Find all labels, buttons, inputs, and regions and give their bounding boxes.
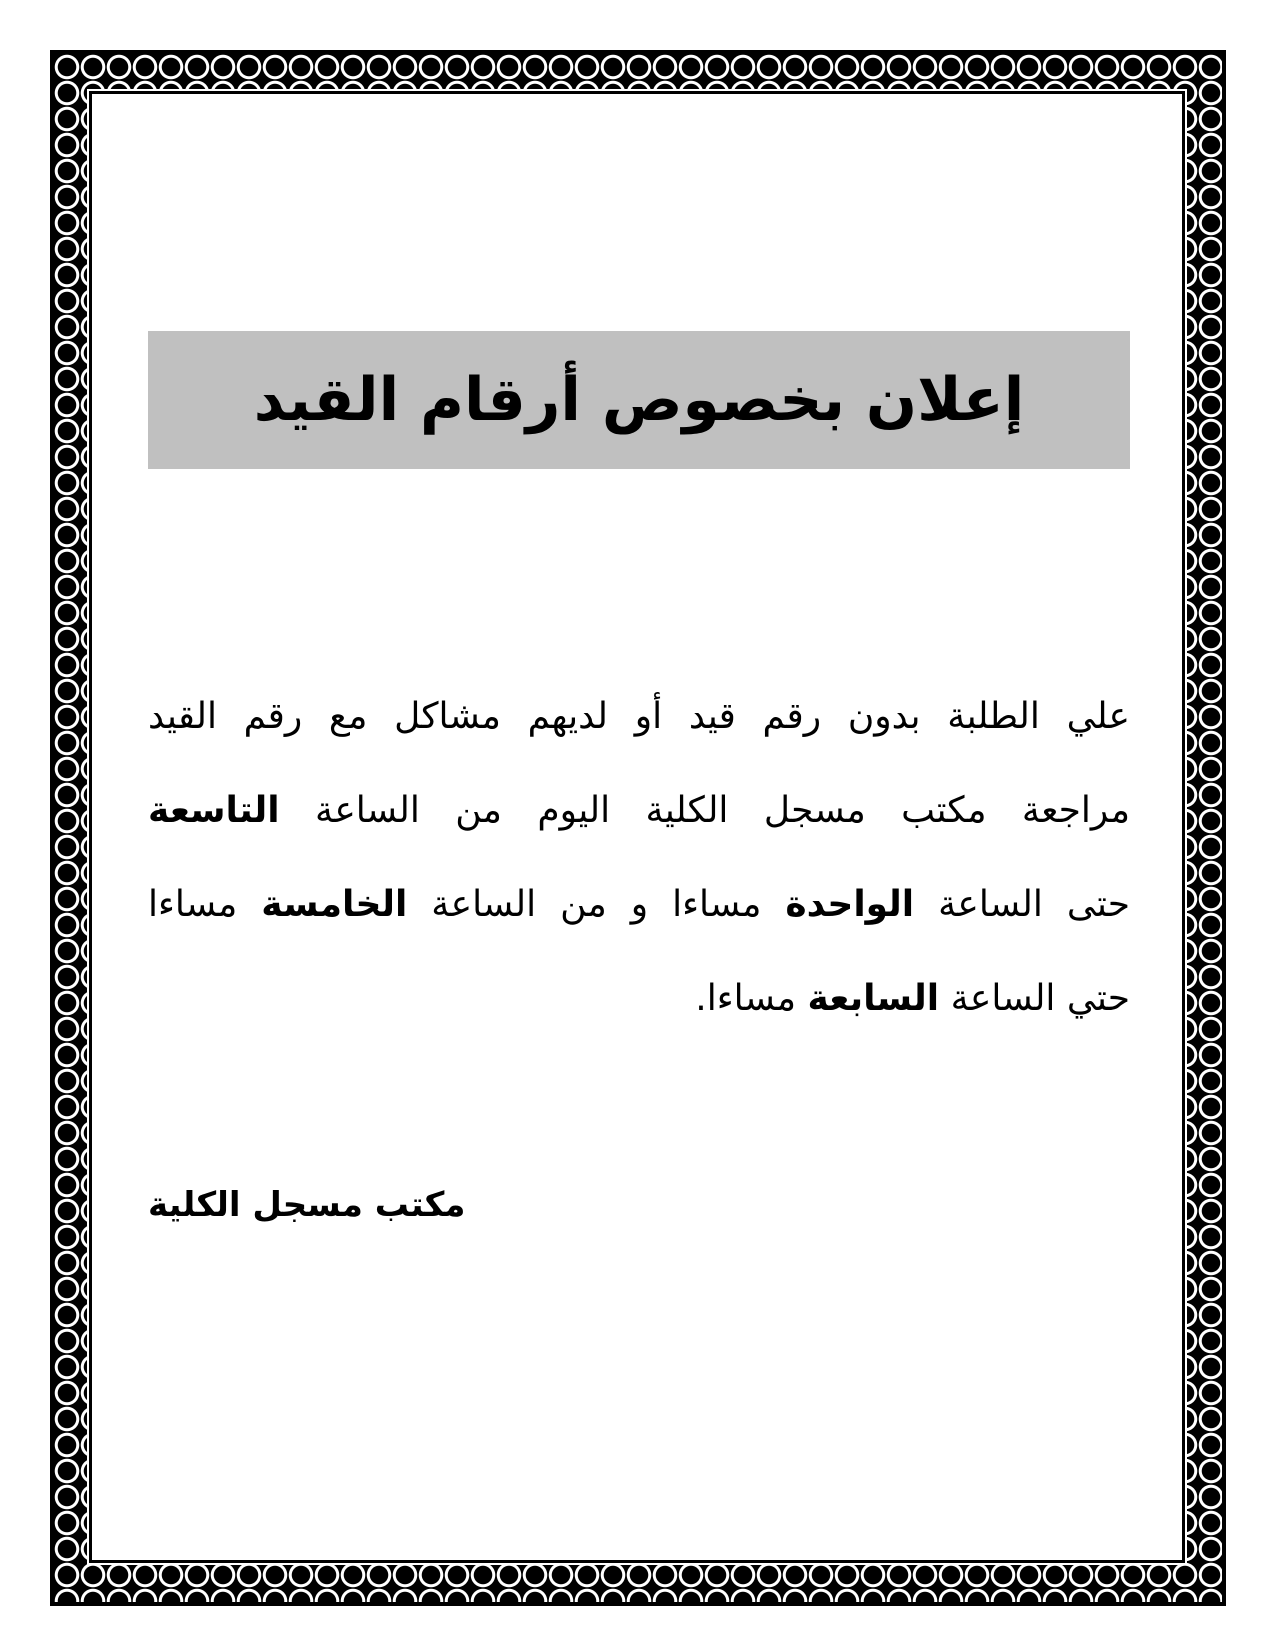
- body-text-segment: حتى الساعة: [914, 884, 1130, 925]
- body-line-1: [148, 670, 1130, 764]
- signature-office: مكتب مسجل الكلية: [148, 1185, 466, 1225]
- body-text-segment: مساءا: [148, 884, 262, 925]
- body-text-segment: مساءا.: [695, 978, 808, 1019]
- body-line-2: [148, 764, 1130, 858]
- time-nine-highlight: التاسعة: [148, 790, 280, 831]
- page-title: إعلان بخصوص أرقام القيد: [253, 365, 1025, 435]
- body-line-4: [148, 952, 1130, 1046]
- body-text-segment: حتي الساعة: [939, 978, 1130, 1019]
- body-line-3: [148, 858, 1130, 952]
- body-text-segment: علي الطلبة بدون رقم قيد أو لديهم مشاكل مع رقم القيد: [148, 696, 1130, 737]
- title-banner: [148, 331, 1130, 469]
- time-seven-highlight: السابعة: [807, 978, 940, 1019]
- announcement-page: [98, 100, 1176, 1554]
- time-five-highlight: الخامسة: [261, 884, 408, 925]
- body-text-segment: مراجعة مكتب مسجل الكلية اليوم من الساعة: [279, 790, 1130, 831]
- body-text-segment: مساءا و من الساعة: [407, 884, 786, 925]
- time-one-highlight: الواحدة: [785, 884, 915, 925]
- announcement-body: [148, 670, 1130, 1046]
